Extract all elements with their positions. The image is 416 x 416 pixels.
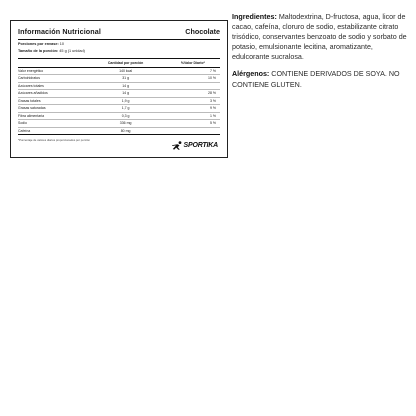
- nutrient-amount: 1,9 g: [86, 97, 166, 105]
- nutrient-name: Cafeína: [18, 127, 86, 135]
- serving-size-line: [18, 49, 220, 54]
- label-header: [18, 27, 220, 36]
- serving-size-label: Tamaño de la porción:: [18, 49, 59, 54]
- table-row: [18, 105, 220, 113]
- table-row: [18, 97, 220, 105]
- nutrient-daily-value: [166, 82, 220, 90]
- nutrient-daily-value: 10 %: [166, 75, 220, 83]
- column-header-amount: Cantidad por porción: [86, 59, 166, 67]
- ingredients-paragraph: [232, 12, 412, 62]
- nutrient-daily-value: 1 %: [166, 112, 220, 120]
- nutrient-amount: 336 mg: [86, 120, 166, 128]
- nutrient-name: Fibra alimentaria: [18, 112, 86, 120]
- runner-icon: [171, 141, 183, 150]
- table-row: [18, 75, 220, 83]
- nutrition-label: [10, 20, 228, 158]
- nutrient-daily-value: 9 %: [166, 105, 220, 113]
- product-info: [232, 12, 412, 97]
- nutrient-name: Valor energético: [18, 67, 86, 75]
- table-row: [18, 112, 220, 120]
- allergens-text: CONTIENE DERIVADOS DE SOYA. NO CONTIENE GLUTEN.: [232, 70, 400, 89]
- table-row: [18, 127, 220, 135]
- servings-line: [18, 42, 220, 47]
- brand-name: SPORTIKA: [183, 142, 218, 149]
- nutrient-name: Grasas totales: [18, 97, 86, 105]
- table-row: [18, 82, 220, 90]
- brand-logo: [171, 141, 218, 150]
- nutrient-name: Grasas saturadas: [18, 105, 86, 113]
- nutrient-name: Sodio: [18, 120, 86, 128]
- label-footnote: *Porcentaje de valores diarios proporcionados por porción: [18, 138, 90, 143]
- nutrient-name: Azúcares totales: [18, 82, 86, 90]
- nutrient-name: Carbohidratos: [18, 75, 86, 83]
- column-header-nutrient: [18, 59, 86, 67]
- table-row: [18, 90, 220, 98]
- label-flavor: Chocolate: [185, 27, 220, 36]
- nutrient-amount: 14 g: [86, 90, 166, 98]
- nutrient-amount: 1,7 g: [86, 105, 166, 113]
- allergens-label: Alérgenos:: [232, 70, 270, 79]
- label-title: Información Nutricional: [18, 27, 101, 36]
- allergens-paragraph: [232, 69, 412, 89]
- nutrient-amount: 31 g: [86, 75, 166, 83]
- nutrient-daily-value: [166, 127, 220, 135]
- nutrient-daily-value: 3 %: [166, 97, 220, 105]
- column-header-daily-value: %Valor Diario*: [166, 59, 220, 67]
- nutrition-table-header: [18, 59, 220, 67]
- servings-value: 10: [59, 42, 65, 46]
- table-row: [18, 67, 220, 75]
- table-row: [18, 120, 220, 128]
- nutrient-name: Azúcares añadidos: [18, 90, 86, 98]
- ingredients-label: Ingredientes:: [232, 13, 277, 21]
- serving-size-value: 45 g (1 unidad): [59, 49, 85, 54]
- ingredients-text: Maltodextrina, D-fructosa, agua, licor de cacao, cafeína, cloruro de sodio, estabilizante citrato trisódico, conservantes benzoato de sodio y sorbato de potasio, emulsionante lecitina, aromatizante, edulcorante sucralosa.: [232, 13, 407, 62]
- nutrient-daily-value: 28 %: [166, 90, 220, 98]
- divider: [18, 39, 220, 40]
- nutrient-amount: 140 kcal: [86, 67, 166, 75]
- nutrient-amount: 80 mg: [86, 127, 166, 135]
- nutrient-daily-value: 7 %: [166, 67, 220, 75]
- servings-label: Porciones por envase:: [18, 42, 59, 46]
- nutrition-table: [18, 59, 220, 135]
- nutrient-daily-value: 5 %: [166, 120, 220, 128]
- nutrient-amount: 0,3 g: [86, 112, 166, 120]
- nutrient-amount: 14 g: [86, 82, 166, 90]
